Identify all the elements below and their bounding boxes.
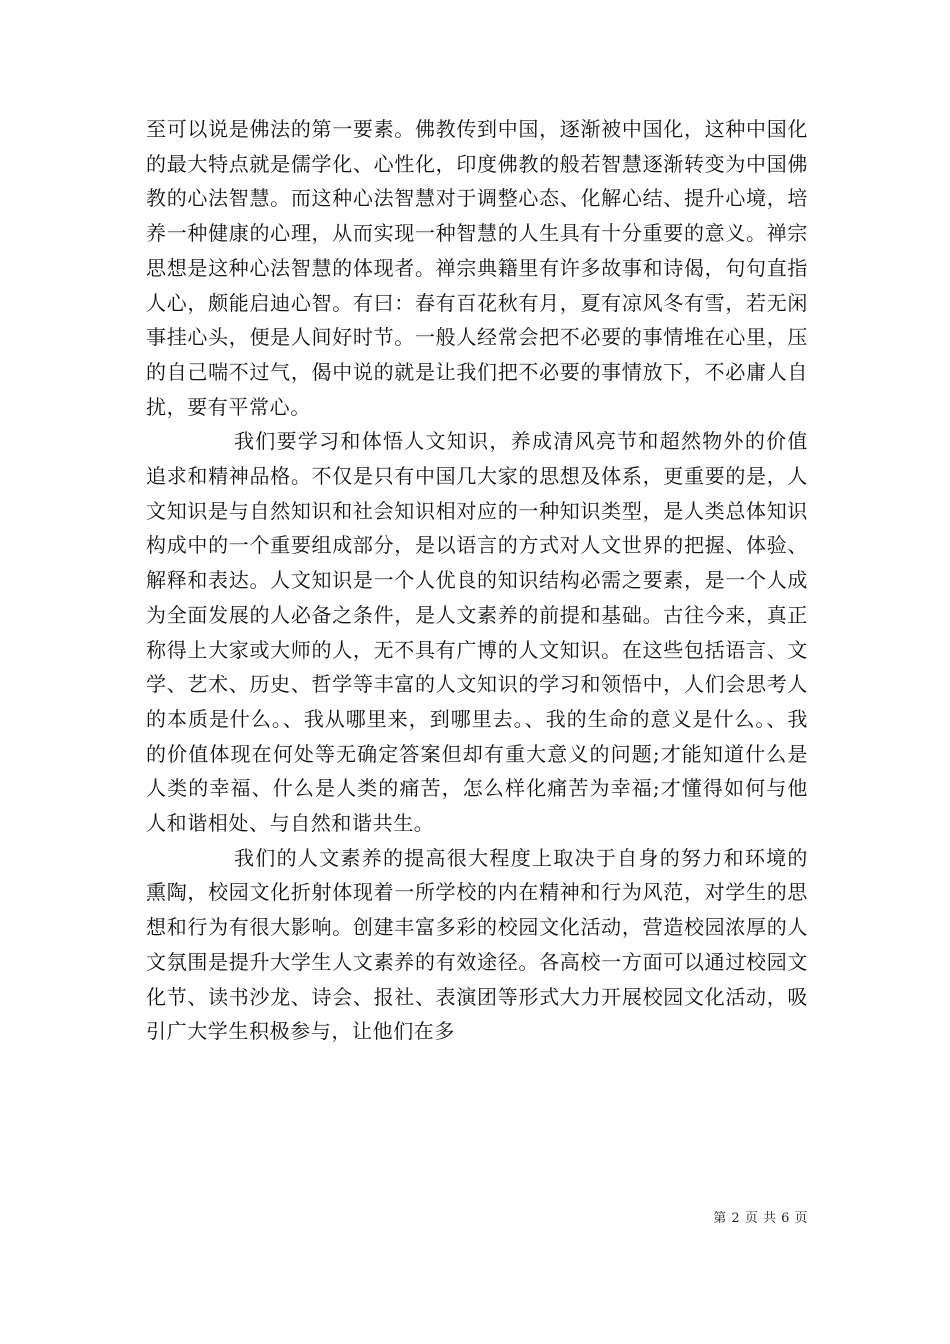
paragraph-2: 我们要学习和体悟人文知识，养成清风亮节和超然物外的价值追求和精神品格。不仅是只有中国几大家的思想及体系，更重要的是，人文知识是与自然知识和社会知识相对应的一种知识类型，是人类总体知识构成中的一个重要组成部分，是以语言的方式对人文世界的把握、体验、解释和表达。人文知识是一个人优良的知识结构必需之要素，是一个人成为全面发展的人必备之条件，是人文素养的前提和基础。古往今来，真正称得上大家或大师的人，无不具有广博的人文知识。在这些包括语言、文学、艺术、历史、哲学等丰富的人文知识的学习和领悟中，人们会思考人的本质是什么。、我从哪里来，到哪里去。、我的生命的意义是什么。、我的价值体现在何处等无确定答案但却有重大意义的问题;才能知道什么是人类的幸福、什么是人类的痛苦，怎么样化痛苦为幸福;才懂得如何与他人和谐相处、与自然和谐共生。 [146, 429, 808, 836]
paragraph-3: 我们的人文素养的提高很大程度上取决于自身的努力和环境的熏陶，校园文化折射体现着一所学校的内在精神和行为风范，对学生的思想和行为有很大影响。创建丰富多彩的校园文化活动，营造校园浓厚的人文氛围是提升大学生人文素养的有效途径。各高校一方面可以通过校园文化节、读书沙龙、诗会、报社、表演团等形式大力开展校园文化活动，吸引广大学生积极参与，让他们在多 [146, 845, 808, 1044]
document-body [146, 112, 808, 1049]
page-footer: 第 2 页 共 6 页 [713, 1211, 808, 1226]
paragraph-1: 至可以说是佛法的第一要素。佛教传到中国，逐渐被中国化，这种中国化的最大特点就是儒学化、心性化，印度佛教的般若智慧逐渐转变为中国佛教的心法智慧。而这种心法智慧对于调整心态、化解心结、提升心境，培养一种健康的心理，从而实现一种智慧的人生具有十分重要的意义。禅宗思想是这种心法智慧的体现者。禅宗典籍里有许多故事和诗偈，句句直指人心，颇能启迪心智。有曰：春有百花秋有月，夏有凉风冬有雪，若无闲事挂心头，便是人间好时节。一般人经常会把不必要的事情堆在心里，压的自己喘不过气，偈中说的就是让我们把不必要的事情放下，不必庸人自扰，要有平常心。 [146, 117, 808, 419]
